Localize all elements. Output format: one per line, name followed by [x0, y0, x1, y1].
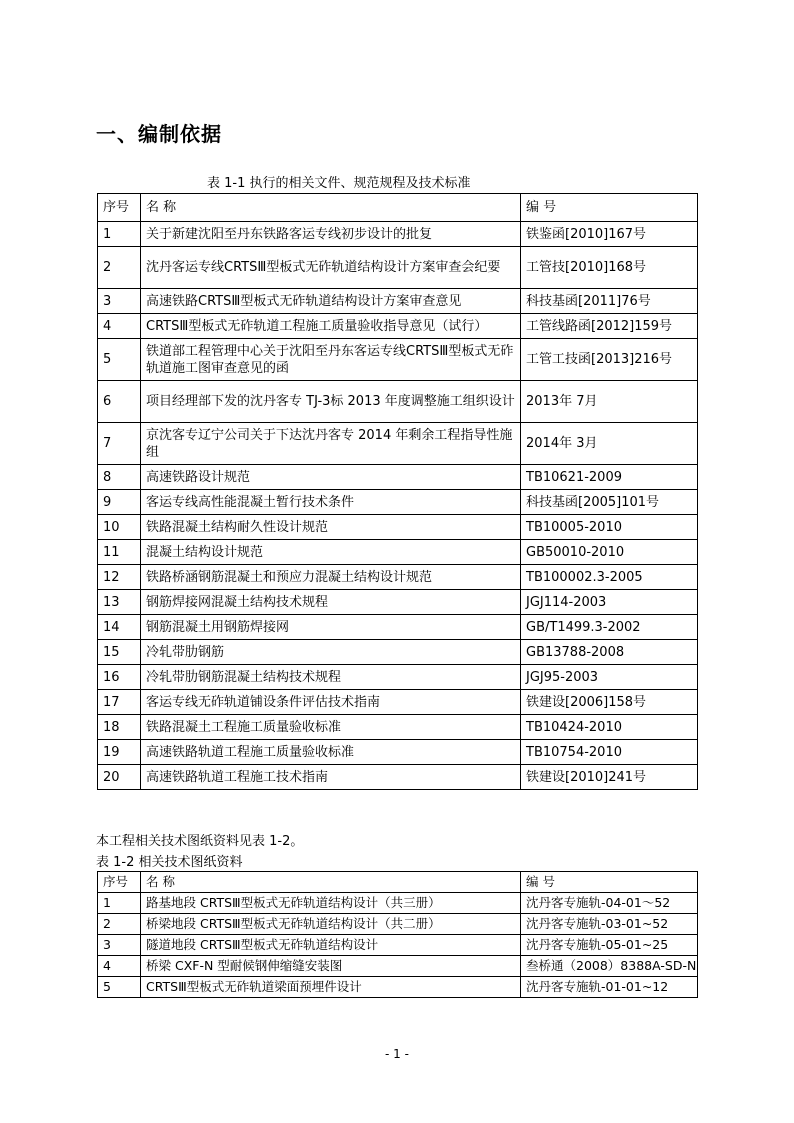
table-row [98, 540, 698, 565]
row-index: 2 [98, 247, 141, 289]
table-row [98, 893, 698, 914]
row-name: 铁道部工程管理中心关于沈阳至丹东客运专线CRTSⅢ型板式无砟轨道施工图审查意见的函 [141, 339, 521, 381]
table-row [98, 381, 698, 423]
table1-caption: 表 1-1 执行的相关文件、规范规程及技术标准 [207, 176, 471, 191]
table-row [98, 423, 698, 465]
row-code: 铁建设[2006]158号 [521, 690, 698, 715]
row-code: JGJ114-2003 [521, 590, 698, 615]
row-index: 14 [98, 615, 141, 640]
table-row [98, 590, 698, 615]
table-row [98, 977, 698, 998]
row-code: TB10005-2010 [521, 515, 698, 540]
row-code: GB/T1499.3-2002 [521, 615, 698, 640]
table-header-row [98, 194, 698, 222]
table-row [98, 222, 698, 247]
row-code: 叁桥通（2008）8388A-SD-N [521, 956, 698, 977]
drawings-table [97, 871, 698, 998]
row-code: 沈丹客专施轨-03-01~52 [521, 914, 698, 935]
row-name: 高速铁路CRTSⅢ型板式无砟轨道结构设计方案审查意见 [141, 289, 521, 314]
table-row [98, 289, 698, 314]
header-index: 序号 [98, 872, 141, 893]
row-name: 客运专线无砟轨道铺设条件评估技术指南 [141, 690, 521, 715]
row-index: 5 [98, 977, 141, 998]
row-code: 铁鉴函[2010]167号 [521, 222, 698, 247]
row-code: 沈丹客专施轨-04-01～52 [521, 893, 698, 914]
row-index: 19 [98, 740, 141, 765]
section-heading: 一、编制依据 [96, 122, 222, 146]
row-index: 3 [98, 289, 141, 314]
table2-caption: 表 1-2 相关技术图纸资料 [96, 855, 243, 870]
table-row [98, 935, 698, 956]
row-code: 工管工技函[2013]216号 [521, 339, 698, 381]
table-row [98, 314, 698, 339]
row-name: 关于新建沈阳至丹东铁路客运专线初步设计的批复 [141, 222, 521, 247]
standards-table [97, 193, 698, 790]
row-index: 2 [98, 914, 141, 935]
row-index: 10 [98, 515, 141, 540]
row-name: 京沈客专辽宁公司关于下达沈丹客专 2014 年剩余工程指导性施组 [141, 423, 521, 465]
table-row [98, 465, 698, 490]
row-code: GB50010-2010 [521, 540, 698, 565]
table-row [98, 247, 698, 289]
row-name: 铁路混凝土结构耐久性设计规范 [141, 515, 521, 540]
row-code: 工管线路函[2012]159号 [521, 314, 698, 339]
row-name: 桥梁地段 CRTSⅢ型板式无砟轨道结构设计（共二册） [141, 914, 521, 935]
row-code: 沈丹客专施轨-05-01~25 [521, 935, 698, 956]
table-row [98, 565, 698, 590]
row-code: 科技基函[2011]76号 [521, 289, 698, 314]
row-index: 1 [98, 893, 141, 914]
row-code: TB10424-2010 [521, 715, 698, 740]
row-index: 8 [98, 465, 141, 490]
row-code: 工管技[2010]168号 [521, 247, 698, 289]
table-row [98, 515, 698, 540]
row-name: CRTSⅢ型板式无砟轨道工程施工质量验收指导意见（试行） [141, 314, 521, 339]
row-code: TB10754-2010 [521, 740, 698, 765]
table-row [98, 339, 698, 381]
row-code: GB13788-2008 [521, 640, 698, 665]
header-name: 名 称 [141, 194, 521, 222]
row-name: 冷轧带肋钢筋混凝土结构技术规程 [141, 665, 521, 690]
row-code: 2013年 7月 [521, 381, 698, 423]
row-name: 钢筋焊接网混凝土结构技术规程 [141, 590, 521, 615]
row-index: 18 [98, 715, 141, 740]
row-name: 高速铁路设计规范 [141, 465, 521, 490]
row-name: 冷轧带肋钢筋 [141, 640, 521, 665]
row-code: 铁建设[2010]241号 [521, 765, 698, 790]
row-index: 3 [98, 935, 141, 956]
row-index: 20 [98, 765, 141, 790]
row-index: 17 [98, 690, 141, 715]
row-index: 16 [98, 665, 141, 690]
row-code: JGJ95-2003 [521, 665, 698, 690]
row-name: CRTSⅢ型板式无砟轨道梁面预埋件设计 [141, 977, 521, 998]
row-name: 隧道地段 CRTSⅢ型板式无砟轨道结构设计 [141, 935, 521, 956]
row-index: 9 [98, 490, 141, 515]
table-row [98, 765, 698, 790]
row-name: 钢筋混凝土用钢筋焊接网 [141, 615, 521, 640]
row-code: 科技基函[2005]101号 [521, 490, 698, 515]
row-name: 混凝土结构设计规范 [141, 540, 521, 565]
header-index: 序号 [98, 194, 141, 222]
row-name: 高速铁路轨道工程施工技术指南 [141, 765, 521, 790]
header-code: 编 号 [521, 872, 698, 893]
row-index: 4 [98, 956, 141, 977]
table-row [98, 715, 698, 740]
header-code: 编 号 [521, 194, 698, 222]
header-name: 名 称 [141, 872, 521, 893]
row-name: 铁路桥涵钢筋混凝土和预应力混凝土结构设计规范 [141, 565, 521, 590]
row-name: 高速铁路轨道工程施工质量验收标准 [141, 740, 521, 765]
row-index: 6 [98, 381, 141, 423]
row-code: TB100002.3-2005 [521, 565, 698, 590]
table-row [98, 690, 698, 715]
table-row [98, 740, 698, 765]
table2-reference-note: 本工程相关技术图纸资料见表 1-2。 [96, 834, 304, 849]
table-row [98, 956, 698, 977]
row-index: 11 [98, 540, 141, 565]
table-row [98, 640, 698, 665]
row-name: 铁路混凝土工程施工质量验收标准 [141, 715, 521, 740]
row-index: 13 [98, 590, 141, 615]
row-code: 沈丹客专施轨-01-01~12 [521, 977, 698, 998]
table-row [98, 490, 698, 515]
row-index: 15 [98, 640, 141, 665]
row-index: 12 [98, 565, 141, 590]
row-name: 桥梁 CXF-N 型耐候钢伸缩缝安装图 [141, 956, 521, 977]
table-header-row [98, 872, 698, 893]
row-index: 5 [98, 339, 141, 381]
page-number: - 1 - [385, 1047, 409, 1061]
row-index: 4 [98, 314, 141, 339]
row-name: 项目经理部下发的沈丹客专 TJ-3标 2013 年度调整施工组织设计 [141, 381, 521, 423]
table-row [98, 914, 698, 935]
table-row [98, 665, 698, 690]
row-name: 沈丹客运专线CRTSⅢ型板式无砟轨道结构设计方案审查会纪要 [141, 247, 521, 289]
row-name: 客运专线高性能混凝土暂行技术条件 [141, 490, 521, 515]
row-code: TB10621-2009 [521, 465, 698, 490]
row-name: 路基地段 CRTSⅢ型板式无砟轨道结构设计（共三册） [141, 893, 521, 914]
table-row [98, 615, 698, 640]
row-index: 1 [98, 222, 141, 247]
row-index: 7 [98, 423, 141, 465]
row-code: 2014年 3月 [521, 423, 698, 465]
